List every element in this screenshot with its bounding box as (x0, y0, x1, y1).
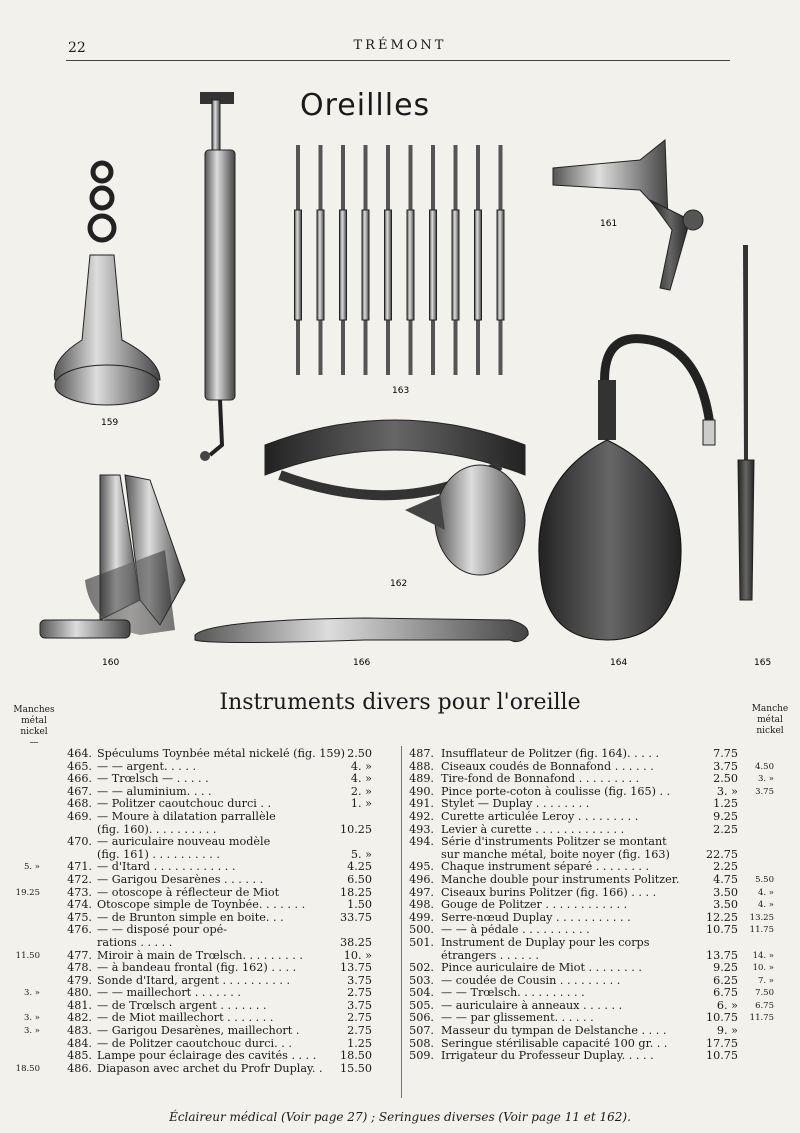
item-number: 507. (409, 1024, 434, 1038)
fig-label: 164 (610, 658, 628, 668)
fig-159-speculum (54, 163, 160, 405)
item-number: 493. (409, 822, 434, 836)
manche-price: 11.75 (749, 1013, 774, 1024)
page-number: 22 (68, 40, 86, 56)
item-price: 2.75 (347, 1011, 372, 1025)
item-number: 506. (409, 1011, 434, 1025)
item-description: — de Brunton simple en boite. . . (97, 911, 284, 924)
item-description: — — maillechort . . . . . . . (97, 987, 241, 1000)
manche-price: 3. » (757, 774, 774, 785)
instrument-handle (340, 210, 347, 320)
item-description: — auriculaire à anneaux . . . . . . (441, 999, 623, 1012)
fig-163-instrument-set (295, 145, 505, 375)
list-item (404, 1050, 800, 1063)
item-description: — — disposé pour opé- (97, 924, 228, 937)
item-description: Curette articulée Leroy . . . . . . . . . (441, 810, 639, 823)
item-description: Ciseaux burins Politzer (fig. 166) . . . . (441, 886, 657, 899)
item-price: 3.50 (713, 885, 738, 899)
manche-price: 7. » (757, 975, 774, 986)
item-number: 489. (409, 772, 434, 786)
manche-price: 3. » (23, 1026, 40, 1037)
list-item (404, 975, 800, 988)
item-number: 502. (409, 961, 434, 975)
item-description: — Garigou Desarènes, maillechort . (97, 1025, 300, 1038)
item-price: 5. » (350, 847, 372, 861)
item-number: 509. (409, 1049, 434, 1063)
fig-160-dilating-speculum (40, 475, 185, 638)
list-item (404, 748, 800, 761)
item-description: — — Trœlsch. . . . . . . . . . (441, 987, 585, 1000)
item-description: — de Politzer caoutchouc durci. . . (97, 1037, 292, 1050)
instrument-handle (430, 210, 437, 320)
list-item (404, 924, 800, 937)
fig-label: 162 (390, 579, 408, 589)
item-price: 6.75 (713, 986, 738, 1000)
fig-label: 160 (102, 658, 120, 668)
item-price: 2.50 (347, 747, 372, 760)
item-number: 485. (67, 1049, 92, 1063)
item-description: — Garigou Desarènes . . . . . . (97, 873, 264, 886)
manche-price: 3. » (23, 1013, 40, 1024)
curette-illustration (200, 92, 235, 461)
list-item (404, 887, 800, 900)
list-item (0, 937, 400, 950)
item-description: Instrument de Duplay pour les corps (441, 936, 650, 949)
item-price: 1.50 (347, 898, 372, 912)
instrument-handle (295, 210, 302, 320)
item-description: — à bandeau frontal (fig. 162) . . . . (97, 962, 297, 975)
item-description: — de Trœlsch argent . . . . . . . (97, 999, 267, 1012)
manche-price: 13.25 (749, 912, 774, 923)
item-number: 501. (409, 935, 434, 949)
item-price: 10.75 (705, 1011, 738, 1025)
instrument-handle (385, 210, 392, 320)
item-description: — Trœlsch — . . . . . (97, 773, 209, 786)
list-item (404, 1038, 800, 1051)
item-description: Pince porte-coton à coulisse (fig. 165) . . (441, 785, 671, 798)
instrument-handle (497, 210, 504, 320)
list-item (0, 887, 400, 900)
list-item (0, 861, 400, 874)
item-description: Levier à curette . . . . . . . . . . . . . (441, 823, 625, 836)
item-price: 6.25 (713, 973, 738, 987)
list-item (0, 1063, 400, 1076)
list-item (0, 1012, 400, 1025)
item-price: 18.50 (339, 1049, 372, 1063)
item-number: 486. (67, 1061, 92, 1075)
item-description: — d'Itard . . . . . . . . . . . . (97, 861, 236, 874)
item-price: 7.75 (713, 747, 738, 760)
fig-label: 163 (392, 386, 410, 396)
list-item (404, 899, 800, 912)
list-item (404, 962, 800, 975)
item-description: Ciseaux coudés de Bonnafond . . . . . . (441, 760, 654, 773)
item-price: 10.75 (705, 1049, 738, 1063)
item-description: — Politzer caoutchouc durci . . (97, 798, 272, 811)
item-price: 6.50 (347, 872, 372, 886)
item-number: 472. (67, 872, 92, 886)
item-description: Stylet — Duplay . . . . . . . . (441, 798, 590, 811)
item-number: 476. (67, 923, 92, 937)
item-number: 491. (409, 797, 434, 811)
price-list-right (404, 748, 800, 1063)
item-number: 480. (67, 986, 92, 1000)
manche-price: 10. » (752, 963, 774, 974)
item-price: 10.25 (339, 822, 372, 836)
manche-price: 3. » (23, 988, 40, 999)
item-price: 2.25 (713, 860, 738, 874)
item-description: Pince auriculaire de Miot . . . . . . . . (441, 962, 642, 975)
item-description: Seringue stérilisable capacité 100 gr. . . (441, 1037, 668, 1050)
list-item (404, 1012, 800, 1025)
item-price: 4. » (350, 759, 372, 773)
item-number: 497. (409, 885, 434, 899)
item-number: 494. (409, 835, 434, 849)
item-description: Insufflateur de Politzer (fig. 164). . . . . (441, 748, 660, 760)
manche-price: 6.75 (755, 1000, 774, 1011)
item-description: Manche double pour instruments Politzer. (441, 873, 680, 886)
item-price: 3.50 (713, 898, 738, 912)
item-price: 10.75 (705, 923, 738, 937)
item-description: étrangers . . . . . . (441, 949, 539, 962)
list-item (404, 874, 800, 887)
list-item (0, 824, 400, 837)
item-price: 17.75 (705, 1036, 738, 1050)
manche-price: 11.50 (15, 950, 40, 961)
item-price: 33.75 (339, 910, 372, 924)
item-price: 10. » (343, 948, 372, 962)
item-number: 499. (409, 910, 434, 924)
item-number: 466. (67, 772, 92, 786)
item-description: Irrigateur du Professeur Duplay. . . . . (441, 1050, 654, 1063)
item-price: 12.25 (705, 910, 738, 924)
item-description: (fig. 161) . . . . . . . . . . (97, 848, 220, 861)
list-item (404, 773, 800, 786)
item-price: 4.75 (713, 872, 738, 886)
list-item (404, 861, 800, 874)
list-item (0, 1050, 400, 1063)
list-item (404, 836, 800, 849)
column-separator (401, 746, 402, 1098)
item-description: — — aluminium. . . . (97, 785, 212, 798)
list-item (0, 1000, 400, 1013)
item-description: Série d'instruments Politzer se montant (441, 836, 667, 849)
item-number: 503. (409, 973, 434, 987)
instrument-handle (362, 210, 369, 320)
header-rule (66, 60, 730, 61)
item-number: 469. (67, 809, 92, 823)
section-title: Instruments divers pour l'oreille (219, 690, 581, 715)
item-price: 2.25 (713, 822, 738, 836)
item-price: 3.75 (347, 973, 372, 987)
item-description: — — par glissement. . . . . . (441, 1012, 594, 1025)
manche-price: 19.25 (15, 887, 40, 898)
item-description: Chaque instrument séparé . . . . . . . . (441, 861, 650, 874)
item-price: 3. » (716, 784, 738, 798)
item-description: — coudée de Cousin . . . . . . . . . (441, 974, 621, 987)
item-description: Serre-nœud Duplay . . . . . . . . . . . (441, 911, 631, 924)
manche-price: 4. » (757, 887, 774, 898)
item-number: 490. (409, 784, 434, 798)
fig-label: 166 (353, 658, 371, 668)
item-number: 508. (409, 1036, 434, 1050)
item-number: 468. (67, 797, 92, 811)
item-number: 479. (67, 973, 92, 987)
manche-price: 5. » (23, 862, 40, 873)
item-price: 38.25 (339, 935, 372, 949)
list-item (0, 798, 400, 811)
list-item (404, 798, 800, 811)
instrument-handle (407, 210, 414, 320)
item-description: Masseur du tympan de Delstanche . . . . (441, 1025, 667, 1038)
fig-161-speculum (553, 140, 703, 290)
item-price: 22.75 (705, 847, 738, 861)
item-description: Otoscope simple de Toynbée. . . . . . . (97, 899, 306, 912)
fig-162-head-band (265, 420, 525, 575)
fig-165-forceps (738, 245, 754, 600)
item-description: — otoscope à réflecteur de Miot (97, 886, 280, 899)
list-item (0, 912, 400, 925)
item-description: Miroir à main de Trœlsch. . . . . . . . . (97, 949, 303, 962)
item-description: Diapason avec archet du Profr Duplay. . (97, 1062, 323, 1075)
list-item (0, 761, 400, 774)
item-number: 498. (409, 898, 434, 912)
list-item (404, 912, 800, 925)
item-price: 2.75 (347, 1024, 372, 1038)
item-description: rations . . . . . (97, 936, 173, 949)
item-price: 15.50 (339, 1061, 372, 1075)
item-price: 9. » (716, 1024, 738, 1038)
item-number: 471. (67, 860, 92, 874)
item-price: 3.75 (347, 998, 372, 1012)
item-number: 465. (67, 759, 92, 773)
item-number: 464. (67, 747, 92, 760)
price-list-left (0, 748, 400, 1075)
list-item (404, 950, 800, 963)
list-item (404, 786, 800, 799)
item-number: 484. (67, 1036, 92, 1050)
list-item (0, 962, 400, 975)
list-item (404, 937, 800, 950)
item-number: 488. (409, 759, 434, 773)
item-description: Lampe pour éclairage des cavités . . . . (97, 1050, 317, 1063)
item-price: 4.25 (347, 860, 372, 874)
list-item (0, 811, 400, 824)
item-description: — — argent. . . . . (97, 760, 196, 773)
list-item (0, 899, 400, 912)
item-number: 492. (409, 809, 434, 823)
instrument-handle (475, 210, 482, 320)
item-description: Sonde d'Itard, argent . . . . . . . . . . (97, 974, 291, 987)
manche-price: 11.75 (749, 925, 774, 936)
item-description: sur manche métal, boite noyer (fig. 163) (441, 848, 670, 861)
list-item (0, 1025, 400, 1038)
item-description: — auriculaire nouveau modèle (97, 836, 271, 849)
item-price: 2.50 (713, 772, 738, 786)
manches-header-left: Manches métal nickel — (13, 705, 55, 748)
fig-label: 159 (101, 418, 119, 428)
item-price: 13.75 (339, 961, 372, 975)
item-number: 505. (409, 998, 434, 1012)
item-number: 495. (409, 860, 434, 874)
list-item (0, 748, 400, 761)
list-item (404, 849, 800, 862)
item-price: 1.25 (347, 1036, 372, 1050)
item-number: 482. (67, 1011, 92, 1025)
manche-price: 14. » (752, 950, 774, 961)
list-item (404, 1025, 800, 1038)
manche-price: 4.50 (755, 761, 774, 772)
item-price: 2. » (350, 784, 372, 798)
list-item (0, 987, 400, 1000)
item-number: 481. (67, 998, 92, 1012)
list-item (0, 786, 400, 799)
list-item (0, 849, 400, 862)
list-item (0, 975, 400, 988)
manches-header-right: Manche métal nickel (751, 704, 789, 736)
item-number: 496. (409, 872, 434, 886)
instrument-plate-illustration (0, 80, 800, 680)
manche-price: 7.50 (755, 988, 774, 999)
item-description: Tire-fond de Bonnafond . . . . . . . . . (441, 773, 640, 786)
item-number: 477. (67, 948, 92, 962)
list-item (0, 874, 400, 887)
list-item (404, 1000, 800, 1013)
list-item (404, 824, 800, 837)
item-price: 3.75 (713, 759, 738, 773)
item-price: 4. » (350, 772, 372, 786)
item-description: Gouge de Politzer . . . . . . . . . . . . (441, 899, 628, 912)
item-number: 500. (409, 923, 434, 937)
item-number: 504. (409, 986, 434, 1000)
plate-title: Oreillles (300, 88, 431, 123)
item-price: 6. » (716, 998, 738, 1012)
fig-164-insufflator (539, 339, 715, 640)
item-price: 9.25 (713, 961, 738, 975)
item-description: (fig. 160). . . . . . . . . . (97, 823, 217, 836)
item-number: 475. (67, 910, 92, 924)
item-description: — — à pédale . . . . . . . . . . (441, 924, 590, 937)
list-item (0, 836, 400, 849)
item-number: 483. (67, 1024, 92, 1038)
instrument-handle (452, 210, 459, 320)
item-description: — de Miot maillechort . . . . . . . (97, 1012, 274, 1025)
manche-price: 4. » (757, 900, 774, 911)
footer-note: Éclaireur médical (Voir page 27) ; Seringues diverses (Voir page 11 et 162). (169, 1110, 631, 1124)
item-description: Spéculums Toynbée métal nickelé (fig. 159) (97, 748, 345, 760)
list-item (404, 987, 800, 1000)
fig-label: 161 (600, 219, 618, 229)
manche-price: 5.50 (755, 874, 774, 885)
item-number: 470. (67, 835, 92, 849)
list-item (404, 811, 800, 824)
item-number: 467. (67, 784, 92, 798)
item-number: 487. (409, 747, 434, 760)
list-item (0, 773, 400, 786)
item-number: 474. (67, 898, 92, 912)
item-price: 2.75 (347, 986, 372, 1000)
manche-price: 18.50 (15, 1063, 40, 1074)
item-number: 478. (67, 961, 92, 975)
manche-price: 3.75 (755, 786, 774, 797)
item-price: 9.25 (713, 809, 738, 823)
running-head: TRÉMONT (353, 38, 447, 53)
item-description: — Moure à dilatation parrallèle (97, 810, 276, 823)
instrument-handle (317, 210, 324, 320)
item-number: 473. (67, 885, 92, 899)
item-price: 1.25 (713, 797, 738, 811)
list-item (404, 761, 800, 774)
item-price: 18.25 (339, 885, 372, 899)
item-price: 1. » (350, 797, 372, 811)
item-price: 13.75 (705, 948, 738, 962)
fig-label: 165 (754, 658, 772, 668)
fig-166-chisel (195, 618, 528, 643)
